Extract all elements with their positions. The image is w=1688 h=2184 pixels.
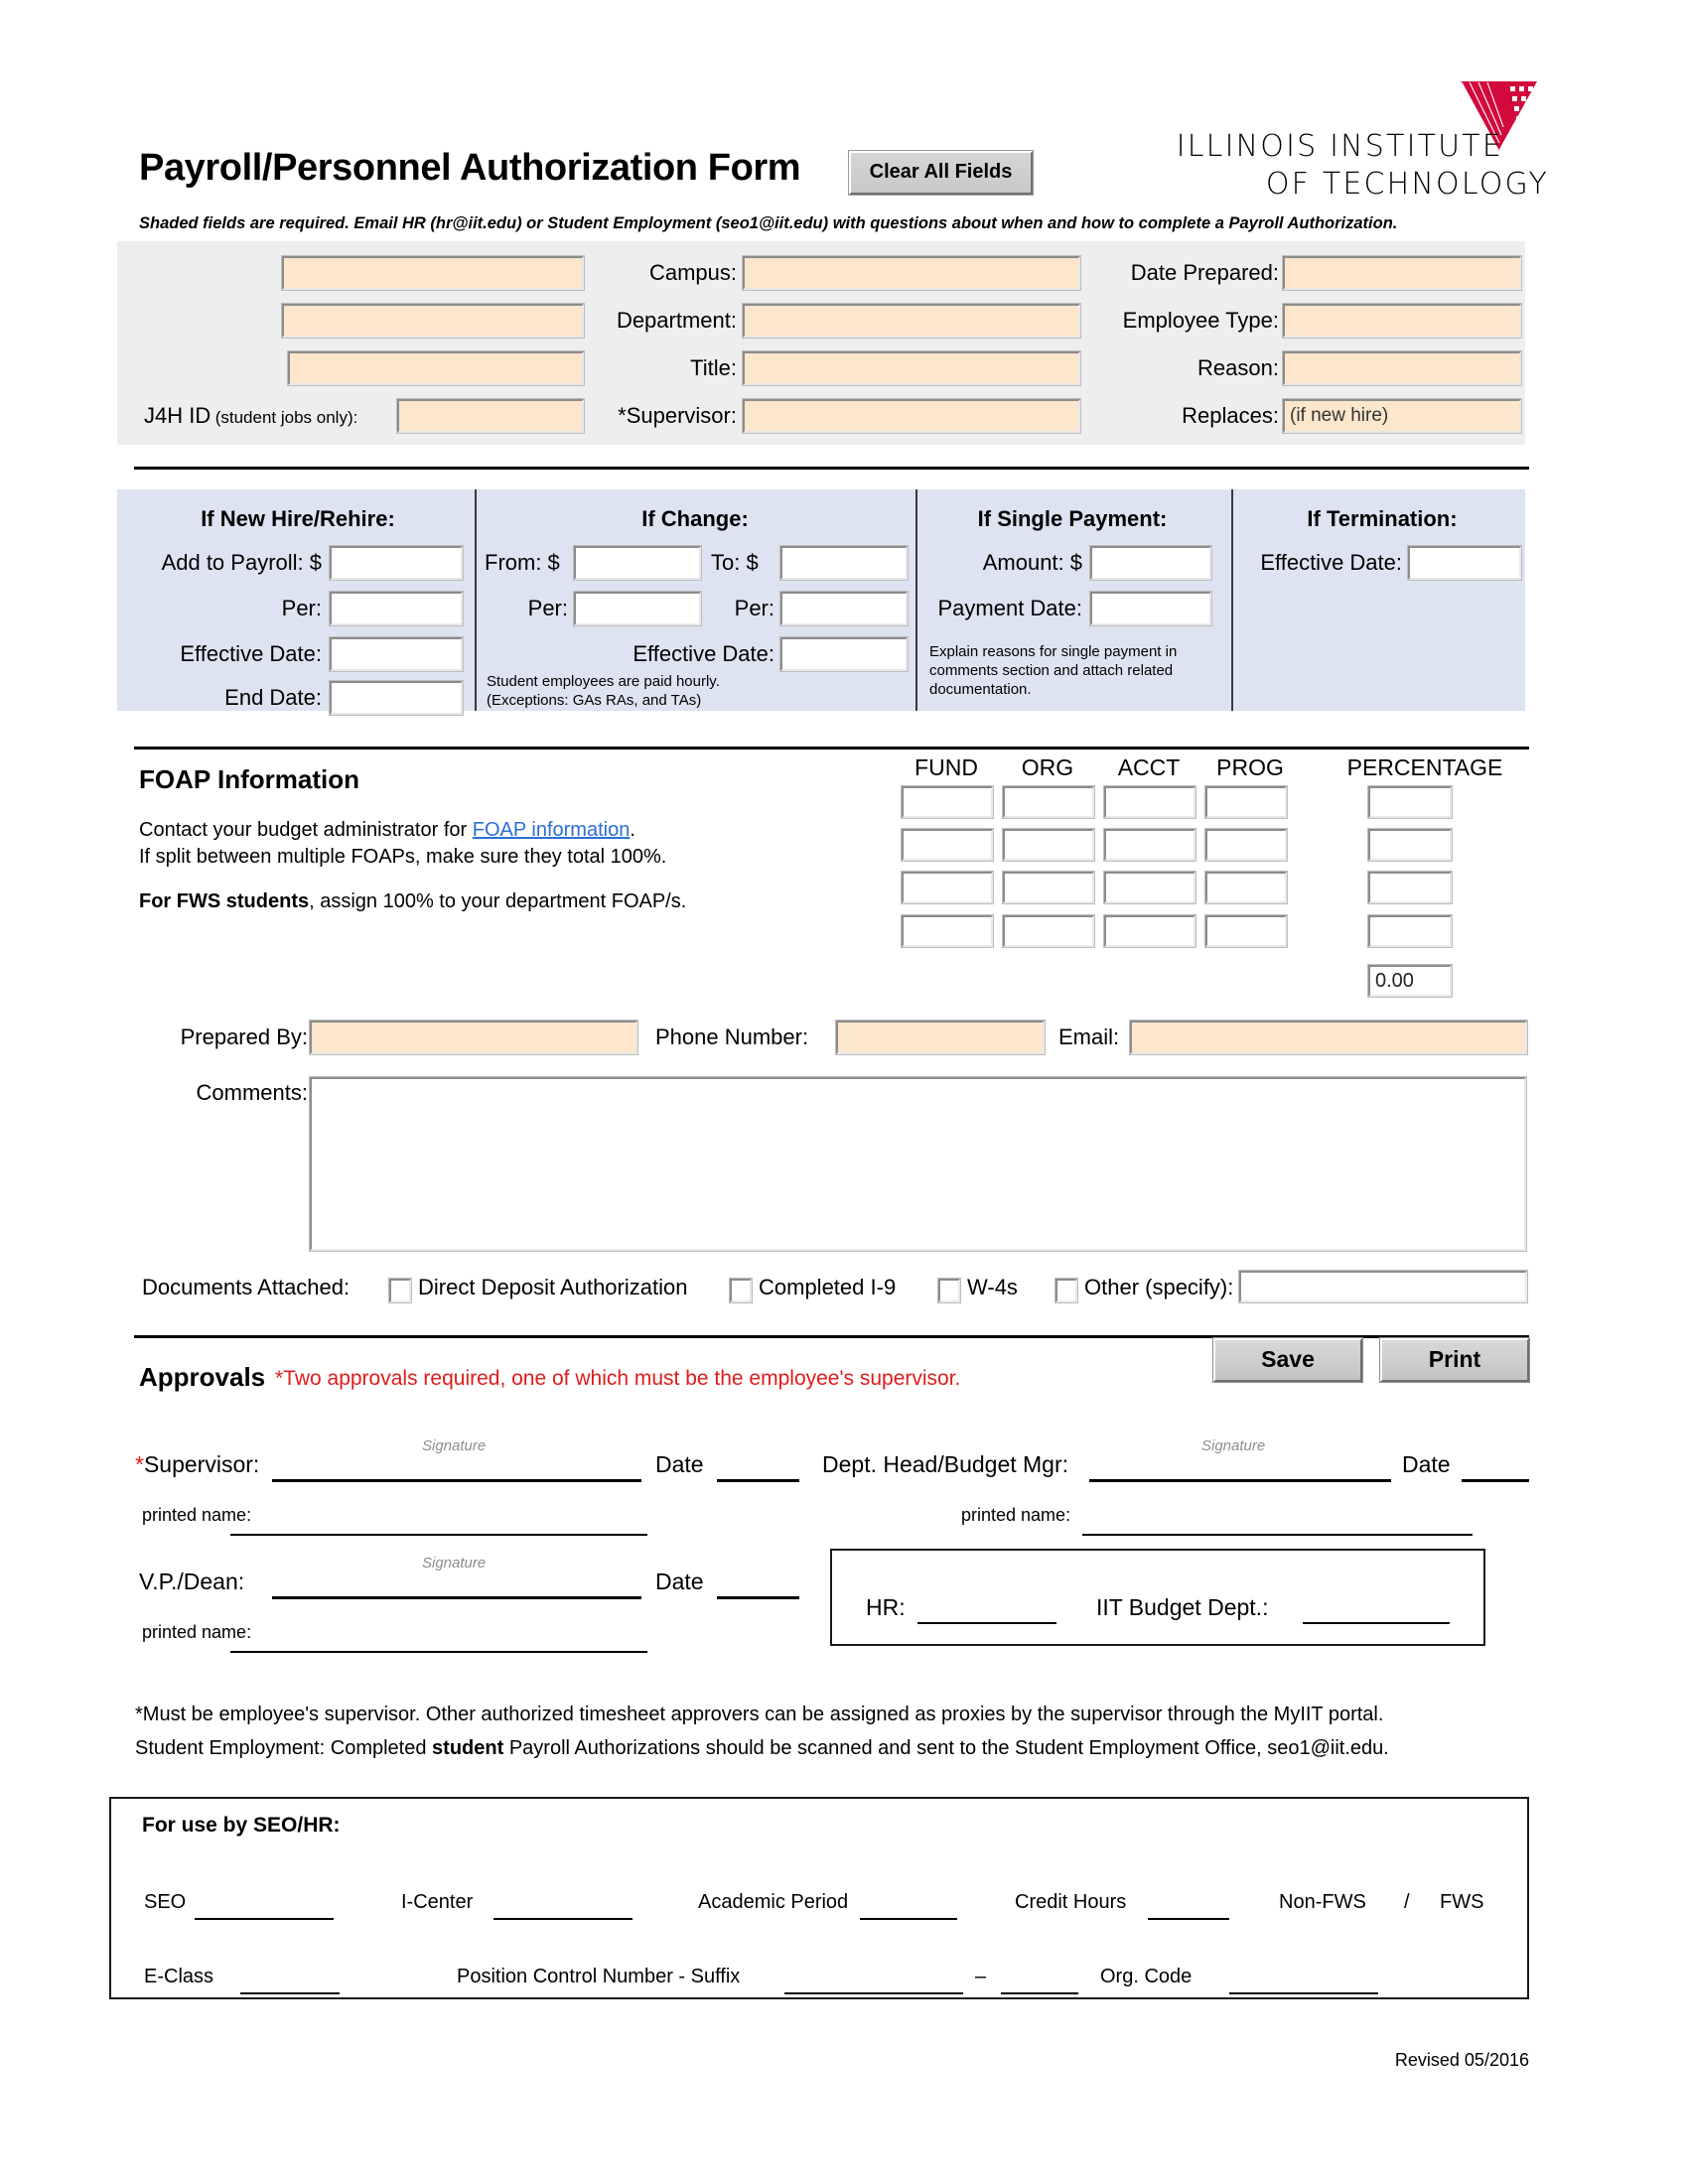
dept-head-printed-name-line[interactable] — [1082, 1534, 1473, 1536]
new-hire-per-label: Per: — [281, 596, 322, 620]
foap-percentage-1[interactable] — [1368, 786, 1452, 818]
payment-date-input[interactable] — [1090, 592, 1211, 625]
foap-org-1[interactable] — [1003, 786, 1094, 818]
phone-number-label: Phone Number: — [655, 1024, 809, 1049]
footnote-2 — [135, 1733, 1525, 1763]
foap-fund-2[interactable] — [902, 829, 993, 861]
dept-head-signature-line[interactable] — [1089, 1479, 1391, 1482]
checkbox-direct-deposit-box[interactable] — [389, 1279, 411, 1302]
employee-type-label: Employee Type: — [1122, 308, 1279, 333]
employee-type-input[interactable] — [1283, 304, 1521, 338]
revised-date: Revised 05/2016 — [1394, 2050, 1529, 2070]
foap-org-3[interactable] — [1003, 872, 1094, 903]
checkbox-completed-i9-label: Completed I-9 — [759, 1275, 897, 1299]
supervisor-signature-label — [135, 1451, 259, 1478]
foap-prog-2[interactable] — [1205, 829, 1287, 861]
new-hire-end-date-label: End Date: — [224, 685, 322, 710]
approvals-heading: Approvals — [139, 1362, 266, 1392]
new-hire-panel-title: If New Hire/Rehire: — [201, 506, 395, 531]
iit-budget-dept-line[interactable] — [1303, 1622, 1450, 1624]
non-fws-label[interactable]: Non-FWS — [1279, 1891, 1366, 1913]
phone-number-input[interactable] — [836, 1021, 1045, 1054]
new-hire-per-input[interactable] — [330, 592, 463, 625]
academic-period-label: Academic Period — [698, 1891, 849, 1913]
payment-date-label: Payment Date: — [937, 596, 1082, 620]
replaces-label: Replaces: — [1182, 403, 1279, 428]
seo-label: SEO — [144, 1891, 187, 1913]
j4h-id-sublabel: (student jobs only): — [214, 408, 358, 427]
position-control-number-line[interactable] — [784, 1992, 963, 1994]
foap-text-prefix: Contact your budget administrator for — [139, 819, 473, 841]
footnote-2-bold: student — [432, 1737, 504, 1759]
foap-prog-1[interactable] — [1205, 786, 1287, 818]
supervisor-signature-text: Supervisor: — [143, 1451, 260, 1477]
j4h-id-label: J4H ID (student jobs only): — [144, 403, 358, 428]
change-per-from-input[interactable] — [574, 592, 701, 625]
documents-attached-label: Documents Attached: — [142, 1275, 351, 1299]
change-panel-title: If Change: — [641, 506, 749, 531]
foap-percentage-total[interactable]: 0.00 — [1368, 965, 1452, 997]
single-payment-amount-label: Amount: $ — [982, 550, 1082, 575]
checkbox-w4s-label: W-4s — [967, 1275, 1018, 1299]
supervisor-label: *Supervisor: — [618, 403, 737, 428]
checkbox-direct-deposit-label: Direct Deposit Authorization — [418, 1275, 688, 1299]
divider-foap — [134, 747, 1529, 750]
comments-label: Comments: — [196, 1080, 308, 1105]
divider-top — [134, 467, 1529, 470]
campus-label: Campus: — [648, 260, 737, 285]
cwid-input[interactable] — [288, 351, 584, 385]
clear-all-fields-button[interactable]: Clear All Fields — [849, 151, 1033, 195]
org-code-label: Org. Code — [1100, 1966, 1193, 1987]
single-payment-panel-title: If Single Payment: — [977, 506, 1168, 531]
dept-head-signature-hint: Signature — [1201, 1437, 1266, 1454]
checkbox-completed-i9-box[interactable] — [730, 1279, 752, 1302]
vp-dean-signature-line[interactable] — [272, 1596, 641, 1599]
checkbox-other[interactable] — [1055, 1275, 1233, 1302]
foap-fund-3[interactable] — [902, 872, 993, 903]
foap-acct-1[interactable] — [1104, 786, 1196, 818]
change-to-input[interactable] — [780, 546, 908, 580]
foap-instructions — [139, 817, 666, 871]
dept-head-printed-name-label: printed name: — [961, 1505, 1071, 1525]
email-input[interactable] — [1130, 1021, 1527, 1054]
reason-input[interactable] — [1283, 351, 1521, 385]
new-hire-effective-date-input[interactable] — [330, 637, 463, 671]
footnote-1: *Must be employee's supervisor. Other authorized timesheet approvers can be assigned as proxies by the supervisor through the MyIIT portal. — [135, 1704, 1384, 1725]
footnote-2-part2: Payroll Authorizations should be scanned and sent to the Student Employment Office, seo1@iit.edu. — [503, 1737, 1389, 1759]
vp-dean-date-label: Date — [655, 1569, 704, 1594]
iit-logo — [1132, 99, 1549, 202]
foap-col-org: ORG — [1021, 754, 1074, 780]
hr-label: HR: — [866, 1594, 906, 1620]
checkbox-other-label: Other (specify): — [1084, 1275, 1234, 1299]
prepared-by-label: Prepared By: — [180, 1024, 308, 1049]
panel-divider-1 — [475, 489, 477, 711]
foap-percentage-2[interactable] — [1368, 829, 1452, 861]
change-per-from-label: Per: — [527, 596, 568, 620]
change-effective-date-label: Effective Date: — [633, 641, 774, 666]
add-to-payroll-input[interactable] — [330, 546, 463, 580]
foap-acct-3[interactable] — [1104, 872, 1196, 903]
termination-panel-title: If Termination: — [1307, 506, 1458, 531]
single-payment-note: Explain reasons for single payment in comments section and attach related documentation. — [929, 643, 1178, 698]
email-label: Email: — [1058, 1024, 1120, 1049]
fws-label[interactable]: FWS — [1440, 1891, 1484, 1913]
date-prepared-label: Date Prepared: — [1130, 260, 1279, 285]
supervisor-signature-hint: Signature — [422, 1437, 487, 1454]
comments-textarea[interactable] — [310, 1077, 1526, 1251]
e-class-line[interactable] — [240, 1992, 340, 1994]
title-label: Title: — [690, 355, 737, 380]
foap-text-suffix: . — [630, 819, 635, 841]
panel-divider-3 — [1231, 489, 1233, 711]
new-hire-end-date-input[interactable] — [330, 681, 463, 715]
page-title: Payroll/Personnel Authorization Form — [139, 147, 801, 189]
foap-org-2[interactable] — [1003, 829, 1094, 861]
supervisor-input[interactable] — [743, 399, 1080, 433]
department-input[interactable] — [743, 304, 1080, 338]
change-per-to-input[interactable] — [780, 592, 908, 625]
dept-head-date-label: Date — [1402, 1451, 1451, 1477]
first-name-input[interactable] — [282, 304, 584, 338]
single-payment-amount-input[interactable] — [1090, 546, 1211, 580]
termination-effective-date-label: Effective Date: — [1260, 550, 1402, 575]
foap-section-title: FOAP Information — [139, 764, 359, 794]
date-prepared-input[interactable] — [1283, 256, 1521, 290]
foap-col-percentage: PERCENTAGE — [1346, 754, 1503, 780]
footnote-2-part1: Student Employment: Completed — [135, 1737, 433, 1759]
i-center-label: I-Center — [401, 1891, 474, 1913]
prepared-by-input[interactable] — [310, 1021, 637, 1054]
checkbox-other-box[interactable] — [1055, 1279, 1077, 1302]
academic-period-line[interactable] — [860, 1918, 957, 1920]
foap-org-4[interactable] — [1003, 915, 1094, 947]
campus-input[interactable] — [743, 256, 1080, 290]
position-control-number-label: Position Control Number - Suffix — [457, 1966, 741, 1987]
supervisor-required-asterisk: * — [135, 1451, 144, 1477]
foap-fund-1[interactable] — [902, 786, 993, 818]
seo-line[interactable] — [195, 1918, 334, 1920]
foap-prog-4[interactable] — [1205, 915, 1287, 947]
org-code-line[interactable] — [1229, 1992, 1378, 1994]
foap-col-prog: PROG — [1216, 754, 1284, 780]
foap-col-fund: FUND — [914, 754, 978, 780]
foap-acct-2[interactable] — [1104, 829, 1196, 861]
foap-prog-3[interactable] — [1205, 872, 1287, 903]
vp-dean-signature-hint: Signature — [422, 1555, 487, 1571]
supervisor-date-label: Date — [655, 1451, 704, 1477]
foap-split-note: If split between multiple FOAPs, make sure they total 100%. — [139, 846, 667, 868]
replaces-input[interactable]: (if new hire) — [1283, 399, 1521, 433]
position-suffix-line[interactable] — [1001, 1992, 1078, 1994]
foap-percentage-3[interactable] — [1368, 872, 1452, 903]
checkbox-completed-i9[interactable] — [730, 1275, 896, 1302]
department-label: Department: — [616, 308, 737, 333]
foap-fws-bold: For FWS students — [139, 890, 310, 912]
seo-hr-title: For use by SEO/HR: — [142, 1814, 341, 1837]
vp-dean-printed-name-label: printed name: — [142, 1622, 252, 1642]
change-panel-note: Student employees are paid hourly. (Exceptions: GAs RAs, and TAs) — [487, 673, 720, 709]
dept-head-date-line[interactable] — [1462, 1479, 1529, 1482]
vp-dean-label: V.P./Dean: — [139, 1569, 245, 1594]
foap-percentage-4[interactable] — [1368, 915, 1452, 947]
i-center-line[interactable] — [493, 1918, 633, 1920]
checkbox-direct-deposit[interactable] — [389, 1275, 687, 1302]
foap-fws-rest: , assign 100% to your department FOAP/s. — [309, 890, 687, 912]
new-hire-effective-date-label: Effective Date: — [180, 641, 322, 666]
change-from-label: From: $ — [485, 550, 560, 575]
change-to-label: To: $ — [711, 550, 759, 575]
foap-fund-4[interactable] — [902, 915, 993, 947]
position-suffix-dash: – — [975, 1966, 987, 1987]
credit-hours-label: Credit Hours — [1015, 1891, 1127, 1913]
termination-effective-date-input[interactable] — [1408, 546, 1521, 580]
change-per-to-label: Per: — [734, 596, 774, 620]
credit-hours-line[interactable] — [1148, 1918, 1229, 1920]
supervisor-printed-name-line[interactable] — [230, 1534, 647, 1536]
other-specify-input[interactable] — [1239, 1271, 1527, 1302]
approvals-note: *Two approvals required, one of which must be the employee's supervisor. — [275, 1367, 961, 1390]
save-button[interactable]: Save — [1213, 1338, 1362, 1382]
hr-line[interactable] — [917, 1622, 1056, 1624]
add-to-payroll-label: Add to Payroll: $ — [161, 550, 322, 575]
title-input[interactable] — [743, 351, 1080, 385]
e-class-label: E-Class — [144, 1966, 214, 1987]
foap-col-acct: ACCT — [1117, 754, 1181, 780]
vp-dean-printed-name-line[interactable] — [230, 1651, 647, 1653]
foap-information-link[interactable]: FOAP information — [472, 819, 631, 841]
print-button[interactable]: Print — [1380, 1338, 1529, 1382]
foap-fws-note — [139, 888, 686, 915]
panel-divider-2 — [915, 489, 917, 711]
dept-head-label: Dept. Head/Budget Mgr: — [822, 1451, 1069, 1477]
change-effective-date-input[interactable] — [780, 637, 908, 671]
supervisor-date-line[interactable] — [717, 1479, 799, 1482]
required-fields-note: Shaded fields are required. Email HR (hr@iit.edu) or Student Employment (seo1@iit.edu) with questions about when and how to complete a Payroll Authorization. — [139, 214, 1398, 232]
vp-dean-date-line[interactable] — [717, 1596, 799, 1599]
checkbox-w4s-box[interactable] — [938, 1279, 960, 1302]
change-from-input[interactable] — [574, 546, 701, 580]
foap-acct-4[interactable] — [1104, 915, 1196, 947]
iit-budget-dept-label: IIT Budget Dept.: — [1096, 1594, 1269, 1620]
supervisor-signature-line[interactable] — [272, 1479, 641, 1482]
fws-separator: / — [1404, 1891, 1410, 1913]
logo-line-2: OF TECHNOLOGY — [1265, 167, 1549, 202]
reason-label: Reason: — [1197, 355, 1279, 380]
supervisor-printed-name-label: printed name: — [142, 1505, 252, 1525]
logo-line-1: ILLINOIS INSTITUTE — [1176, 129, 1503, 164]
checkbox-w4s[interactable] — [938, 1275, 1018, 1302]
last-name-input[interactable] — [282, 256, 584, 290]
